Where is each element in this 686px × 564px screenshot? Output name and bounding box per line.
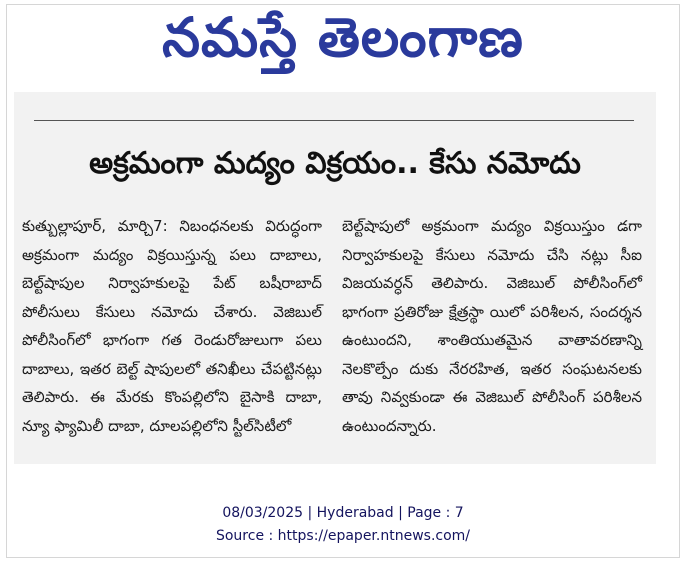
article-column-left: కుత్బుల్లాపూర్, మార్చి7: నిబంధనలకు విరుద్ధంగా అక్రమంగా మద్యం విక్రయిస్తున్న పలు దాబాలు, బెల్ట్‌షాపుల నిర్వాహకులపై పేట్ బషీరాబాద్ పోలీసులు కేసులు నమోదు చేశారు. వెజిబుల్ పోలీసింగ్‌లో భాగంగా గత రెండురోజులుగా పలు దాబాలు, ఇతర బెల్ట్ షాపులలో తనిఖీలు చేపట్టినట్లు తెలిపారు. ఈ మేరకు కొంపల్లిలోని బైసాకి దాబా, న్యూ ఫ్యామిలీ దాబా, దూలపల్లిలోని స్టీల్‌సిటీలో xyxy=(22,217,322,435)
previous-article-strip xyxy=(28,96,628,106)
article-clipping xyxy=(14,92,656,464)
separator-rule xyxy=(34,120,634,121)
footer-source-link: Source : https://epaper.ntnews.com/ xyxy=(215,528,471,544)
footer-date-edition-page: 08/03/2025 | Hyderabad | Page : 7 xyxy=(222,505,464,521)
newspaper-masthead: నమస్తే తెలంగాణ xyxy=(162,6,524,69)
article-column-right: బెల్ట్‌షాపులో అక్రమంగా మద్యం విక్రయిస్తుం డగా నిర్వాహకులపై కేసులు నమోదు చేసి నట్లు సీఐ విజయవర్ధన్ తెలిపారు. వెజిబుల్ పోలీసింగ్‌లో భాగంగా ప్రతిరోజు క్షేత్రస్థా యిలో పరిశీలన, సందర్శన ఉంటుందని, శాంతియుతమైన వాతావరణాన్ని నెలకొల్పేం దుకు నేరరహిత, ఇతర సంఘటనలకు తావు నివ్వకుండా ఈ వెజిబుల్ పోలీసింగ్ పరిశీలన ఉంటుందన్నారు. xyxy=(342,217,642,435)
article-headline: అక్రమంగా మద్యం విక్రయం.. కేసు నమోదు xyxy=(89,146,581,181)
